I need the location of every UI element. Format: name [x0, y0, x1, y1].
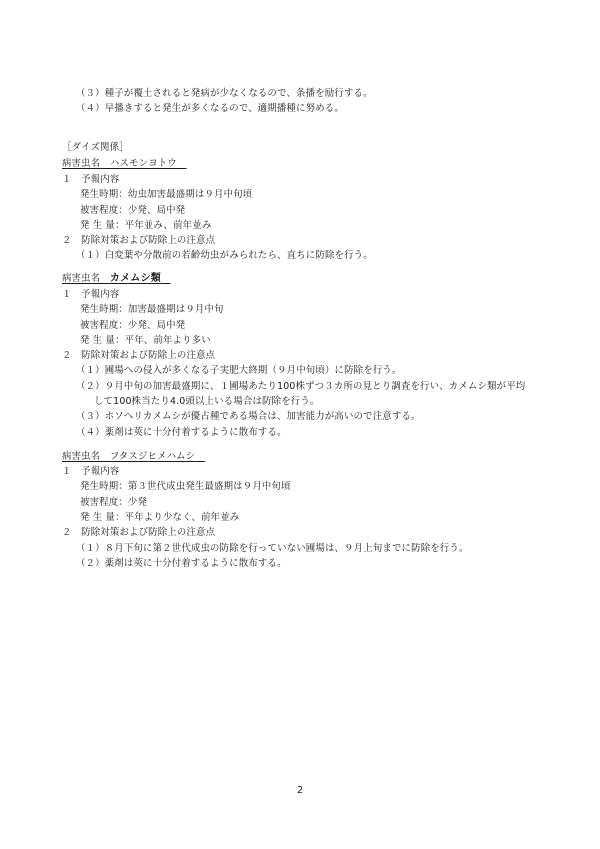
occurrence-amount: 発 生 量：平年より少なく、前年並み: [80, 512, 240, 523]
control-note: （１）８月下旬に第２世代成虫の防除を行っていない圃場は、９月上旬までに防除を行う。: [76, 543, 469, 554]
pest-label: 病害虫名: [62, 451, 101, 462]
occurrence-amount: 発 生 量：平年並み、前年並み: [80, 220, 212, 231]
control-heading: ２ 防除対策および防除上の注意点: [62, 350, 216, 361]
page-number: 2: [296, 785, 304, 796]
control-note: （１）圃場への侵入が多くなる子実肥大終期（９月中旬頃）に防除を行う。: [76, 365, 402, 376]
occurrence-timing: 発生時期：第３世代成虫発生最盛期は９月中旬頃: [80, 481, 291, 492]
intro-line-3: （３）種子が覆土されると発病が少なくなるので、条播を励行する。: [76, 88, 373, 99]
damage-level: 被害程度：少発、局中発: [80, 205, 186, 216]
pest-name: ハスモンヨトウ: [109, 158, 177, 169]
occurrence-timing: 発生時期：幼虫加害最盛期は９月中旬頃: [80, 189, 253, 200]
forecast-heading: １ 予報内容: [62, 466, 120, 477]
control-note: （２）９月中旬の加害最盛期に、１圃場あたり100株ずつ３カ所の見とり調査を行い、カメムシ類が平均: [76, 381, 526, 392]
forecast-heading: １ 予報内容: [62, 289, 120, 300]
control-note: （１）白変葉や分散前の若齢幼虫がみられたら、直ちに防除を行う。: [76, 250, 373, 261]
control-note: （４）薬剤は莢に十分付着するように散布する。: [76, 427, 287, 438]
pest-label: 病害虫名: [62, 158, 101, 169]
occurrence-amount: 発 生 量：平年、前年より多い: [80, 335, 211, 346]
pest-heading: [62, 273, 170, 285]
section-title: ［ダイズ関係］: [62, 142, 129, 153]
pest-name: フタスジヒメハムシ: [109, 451, 196, 462]
damage-level: 被害程度：少発、局中発: [80, 320, 186, 331]
forecast-heading: １ 予報内容: [62, 174, 120, 185]
control-heading: ２ 防除対策および防除上の注意点: [62, 235, 216, 246]
control-note: （２）薬剤は莢に十分付着するように散布する。: [76, 558, 287, 569]
control-heading: ２ 防除対策および防除上の注意点: [62, 527, 216, 538]
pest-name: カメムシ類: [109, 273, 161, 284]
pest-label: 病害虫名: [62, 273, 101, 284]
pest-heading: [62, 451, 205, 463]
intro-line-4: （４）早播きすると発生が多くなるので、適期播種に努める。: [76, 103, 344, 114]
control-note-continuation: して100株当たり4.0頭以上いる場合は防除を行う。: [94, 396, 320, 407]
control-note: （３）ホソヘリカメムシが優占種である場合は、加害能力が高いので注意する。: [76, 411, 421, 422]
occurrence-timing: 発生時期：加害最盛期は９月中旬: [80, 304, 224, 315]
damage-level: 被害程度：少発: [80, 497, 148, 508]
pest-heading: [62, 158, 187, 170]
